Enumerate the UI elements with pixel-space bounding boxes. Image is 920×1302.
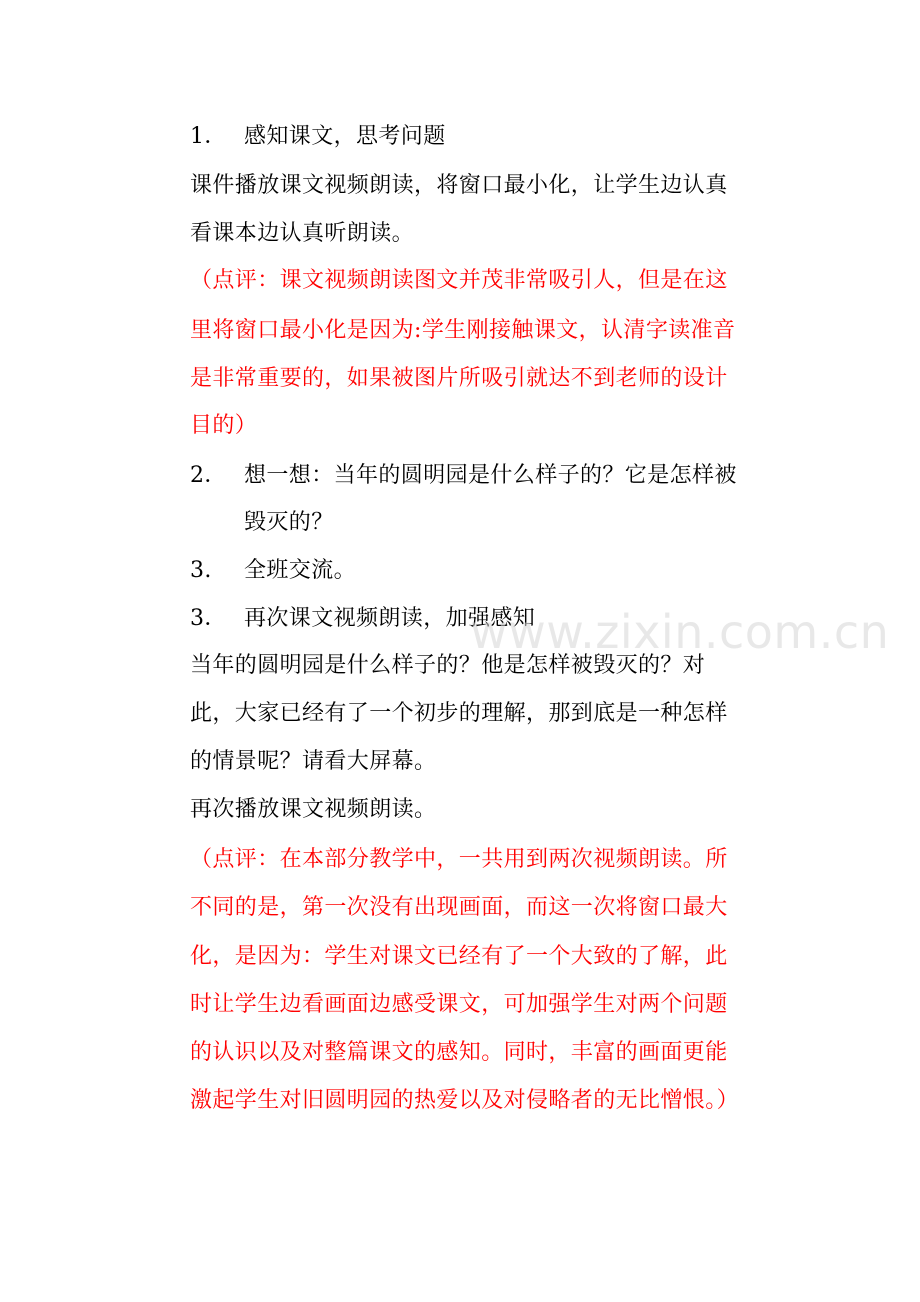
comment-2-line-5: 的认识以及对整篇课文的感知。同时，丰富的画面更能: [190, 1040, 728, 1065]
comment-1-line-1: （点评：课文视频朗读图文并茂非常吸引人，但是在这: [190, 268, 728, 293]
step-3b-text: 再次课文视频朗读，加强感知: [244, 606, 536, 631]
comment-2-line-3: 化，是因为：学生对课文已经有了一个大致的了解，此: [190, 944, 728, 969]
step-1-text: 感知课文，思考问题: [244, 124, 446, 149]
step-3b-number: 3．: [190, 606, 227, 631]
step-3b-body-line-3: 的情景呢？请看大屏幕。: [190, 749, 437, 774]
step-2-text: 想一想：当年的圆明园是什么样子的？它是怎样被: [244, 463, 737, 488]
step-3b-body-line-4: 再次播放课文视频朗读。: [190, 797, 437, 822]
step-3-heading: [190, 556, 790, 586]
step-1-body-line-2: 看课本边认真听朗读。: [190, 221, 415, 246]
comment-1-line-4: 目的）: [190, 413, 258, 438]
comment-1-line-3: 是非常重要的，如果被图片所吸引就达不到老师的设计: [190, 366, 728, 391]
step-1-body-line-1: 课件播放课文视频朗读，将窗口最小化，让学生边认真: [190, 173, 728, 198]
comment-1-line-2: 里将窗口最小化是因为:学生刚接触课文，认清字读准音: [190, 318, 736, 343]
comment-2-line-6: 激起学生对旧圆明园的热爱以及对侵略者的无比憎恨。）: [190, 1088, 740, 1113]
step-3-number: 3.: [190, 558, 212, 583]
comment-2-line-1: （点评：在本部分教学中，一共用到两次视频朗读。所: [190, 847, 728, 872]
step-2-number: 2．: [190, 463, 227, 488]
step-3b-body-line-2: 此，大家已经有了一个初步的理解，那到底是一种怎样: [190, 701, 728, 726]
step-2-heading: [190, 461, 790, 491]
watermark: www.zixin.com.cn: [470, 605, 890, 659]
comment-2-line-2: 不同的是，第一次没有出现画面，而这一次将窗口最大: [190, 895, 728, 920]
step-1-number: 1．: [190, 124, 227, 149]
step-2-continuation: 毁灭的？: [244, 510, 334, 535]
step-3b-body-line-1: 当年的圆明园是什么样子的？他是怎样被毁灭的？对: [190, 653, 706, 678]
step-3-text: 全班交流。: [244, 558, 357, 583]
step-1-heading: [190, 122, 790, 152]
comment-2-line-4: 时让学生边看画面边感受课文，可加强学生对两个问题: [190, 992, 728, 1017]
